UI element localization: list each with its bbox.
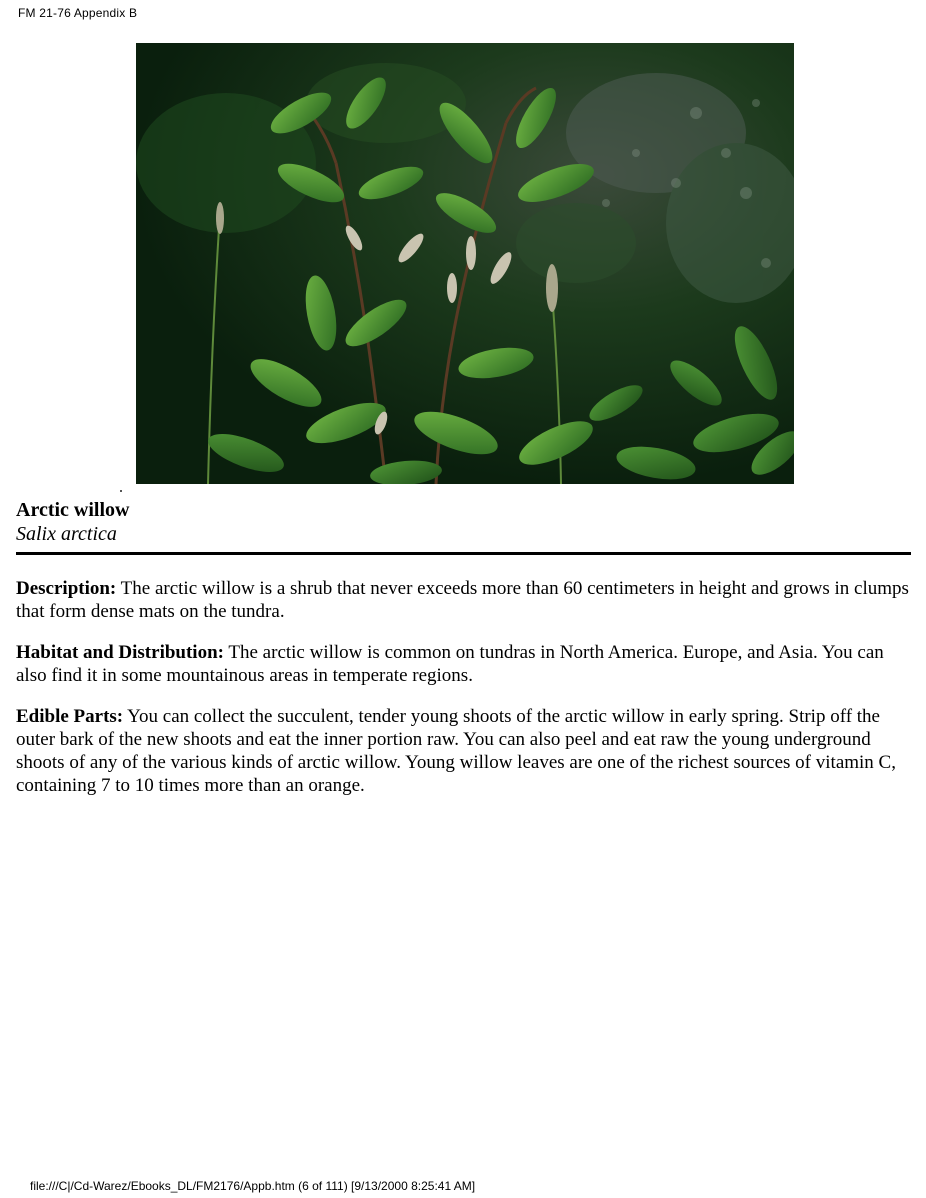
habitat-label: Habitat and Distribution: (16, 642, 224, 663)
habitat-text: The arctic willow is common on tundras in North America. Europe, and Asia. You can also find it in some mountainous areas in temperate regions. (16, 642, 884, 686)
edible-parts-text: You can collect the succulent, tender young shoots of the arctic willow in early spring. Strip off the outer bark of the new shoots and eat the inner portion raw. You can also peel and eat raw the young underground shoots of any of the various kinds of arctic willow. Young willow leaves are one of the richest sources of vitamin C, containing 7 to 10 times more than an orange. (16, 706, 896, 796)
plant-common-name: Arctic willow (16, 499, 130, 521)
page-footer-path: file:///C|/Cd-Warez/Ebooks_DL/FM2176/Appb.htm (6 of 111) [9/13/2000 8:25:41 AM] (30, 1179, 476, 1193)
edible-parts-paragraph (16, 705, 916, 797)
arctic-willow-photo (136, 43, 794, 484)
description-paragraph (16, 577, 916, 623)
plant-scientific-name: Salix arctica (16, 523, 117, 545)
description-label: Description: (16, 578, 117, 599)
edible-parts-label: Edible Parts: (16, 706, 124, 727)
habitat-paragraph (16, 641, 916, 687)
stray-dot-mark (120, 490, 122, 492)
arctic-willow-illustration (136, 43, 794, 484)
page-header-title: FM 21-76 Appendix B (18, 6, 138, 20)
description-text: The arctic willow is a shrub that never exceeds more than 60 centimeters in height and grows in clumps that form dense mats on the tundra. (16, 578, 909, 622)
section-divider (16, 552, 911, 555)
